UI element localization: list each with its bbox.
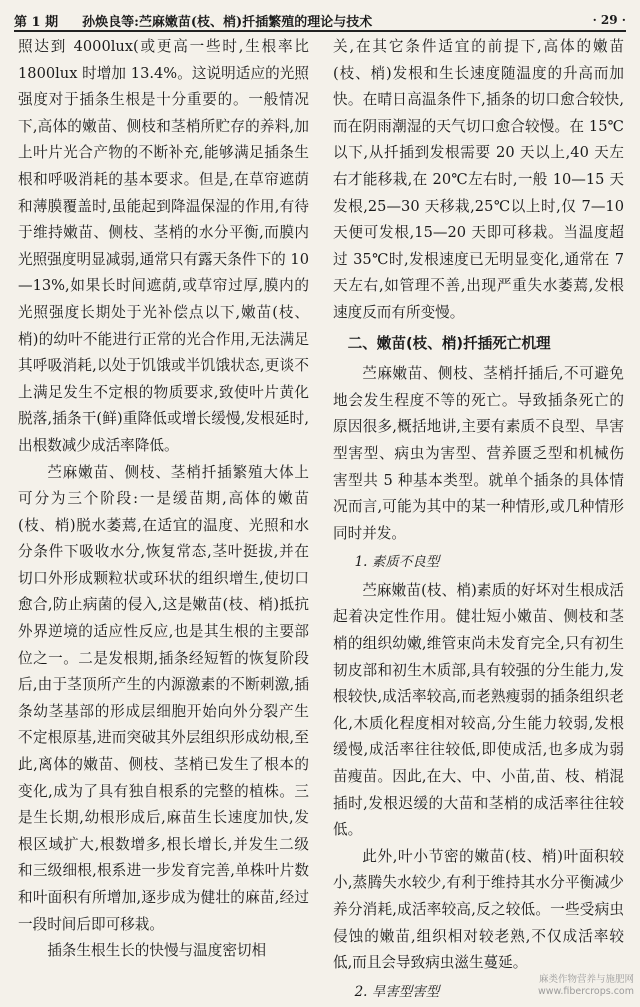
paragraph: 关,在其它条件适宜的前提下,高体的嫩苗(枝、梢)发根和生长速度随温度的升高而加快。在晴日高温条件下,插条的切口愈合较快,而在阴雨潮湿的天气切口愈合较慢。在 15℃以下,从扦插到发根需要 20 天以上,40 天左右才能移栽,在 20℃左右时,一般 10—15 天发根,25—30 天移栽,25℃以上时,仅 7—10 天便可发根,15—20 天即可移栽。当温度超过 35℃时,发根速度已无明显变化,通常在 7 天左右,如管理不善,出现严重失水萎蔫,发根速度反而有所变慢。 xyxy=(333,38,624,321)
page-number: · 29 · xyxy=(592,13,626,27)
right-column xyxy=(333,34,624,1007)
running-title: 孙焕良等:苎麻嫩苗(枝、梢)扦插繁殖的理论与技术 xyxy=(82,14,373,30)
watermark-url: www.fibercrops.com xyxy=(537,986,634,997)
watermark-site-name: 麻类作物营养与施肥网 xyxy=(538,974,634,985)
paragraph: 苎麻嫩苗、侧枝、茎梢扦插繁殖大体上可分为三个阶段:一是缓苗期,高体的嫩苗(枝、梢)脱水萎蔫,在适宜的温度、光照和水分条件下吸收水分,恢复常态,茎叶挺拔,并在切口外形成颗粒状或环状的组织增生,使切口愈合,防止病菌的侵入,这是嫩苗(枝、梢)抵抗外界逆境的适应性反应,也是其生根的主要部位之一。二是发根期,插条经短暂的恢复阶段后,由于茎顶所产生的内源激素的不断刺激,插条幼茎基部的形成层细胞开始向外分裂产生不定根原基,进而突破其外层组织形成幼根,至此,离体的嫩苗、侧枝、茎梢已发生了根本的变化,成为了具有独自根系的完整的植株。三是生长期,幼根形成后,麻苗生长速度加快,发根区域扩大,根数增多,根长增长,并发生二级和三级细根,根系进一步发育完善,单株叶片数和叶面积有所增加,逐步成为健壮的麻苗,经过一段时间后即可移栽。 xyxy=(18,463,309,933)
issue-number: 第 1 期 xyxy=(14,14,59,30)
paragraph: 苎麻嫩苗(枝、梢)素质的好坏对生根成活起着决定性作用。健壮短小嫩苗、侧枝和茎梢的组织幼嫩,维管束尚未发育完全,只有初生韧皮部和初生木质部,具有较强的分生能力,发根较快,成活率较高,而老熟瘦弱的插条组织老化,木质化程度相对较高,分生能力较弱,发根缓慢,成活率往往较低,即使成活,也多成为弱苗瘦苗。因此,在大、中、小苗,苗、枝、梢混插时,发根迟缓的大苗和茎梢的成活率往往较低。 xyxy=(333,581,624,839)
paragraph: 照达到 4000lux(或更高一些时,生根率比 1800lux 时增加 13.4%。这说明适应的光照强度对于插条生根是十分重要的。一般情况下,高体的嫩苗、侧枝和茎梢所贮存的养料,加上叶片光合产物的不断补充,能够满足插条生根和呼吸消耗的基本要求。但是,在草帘遮荫和薄膜覆盖时,虽能起到降温保湿的作用,有待于维持嫩苗、侧枝、茎梢的水分平衡,而膜内光照强度明显减弱,通常只有露天条件下的 10—13%,如果长时间遮荫,或草帘过厚,膜内的光照强度长期处于光补偿点以下,嫩苗(枝、梢)的幼叶不能进行正常的光合作用,无法满足其呼吸消耗,以处于饥饿或半饥饿状态,更谈不上满足发生不定根的物质要求,致使叶片黄化脱落,插条干(鲜)重降低或增长缓慢,发根延时,出根数减少成活率降低。 xyxy=(18,38,309,454)
subsection-heading: 1. 素质不良型 xyxy=(354,554,440,571)
page-header xyxy=(14,10,626,32)
paragraph: 苎麻嫩苗、侧枝、茎梢扦插后,不可避免地会发生程度不等的死亡。导致插条死亡的原因很多,概括地讲,主要有素质不良型、旱害型害型、病虫为害型、营养匮乏型和机械伤害型共 5 种基本类型。就单个插条的具体情况而言,可能为其中的某一种情形,或几种情形同时并发。 xyxy=(333,365,624,542)
subsection-heading: 2. 旱害型害型 xyxy=(354,983,440,1000)
watermark xyxy=(538,974,634,998)
section-heading: 二、嫩苗(枝、梢)扦插死亡机理 xyxy=(347,334,551,352)
paragraph: 插条生根生长的快慢与温度密切相 xyxy=(47,942,267,960)
paragraph: 此外,叶小节密的嫩苗(枝、梢)叶面积较小,蒸腾失水较少,有利于维持其水分平衡减少养分消耗,成活率较高,反之较低。一些受病虫侵蚀的嫩苗,组织相对较老熟,不仅成活率较低,而且会导致病虫滋生蔓延。 xyxy=(333,847,624,972)
left-column xyxy=(18,34,309,965)
